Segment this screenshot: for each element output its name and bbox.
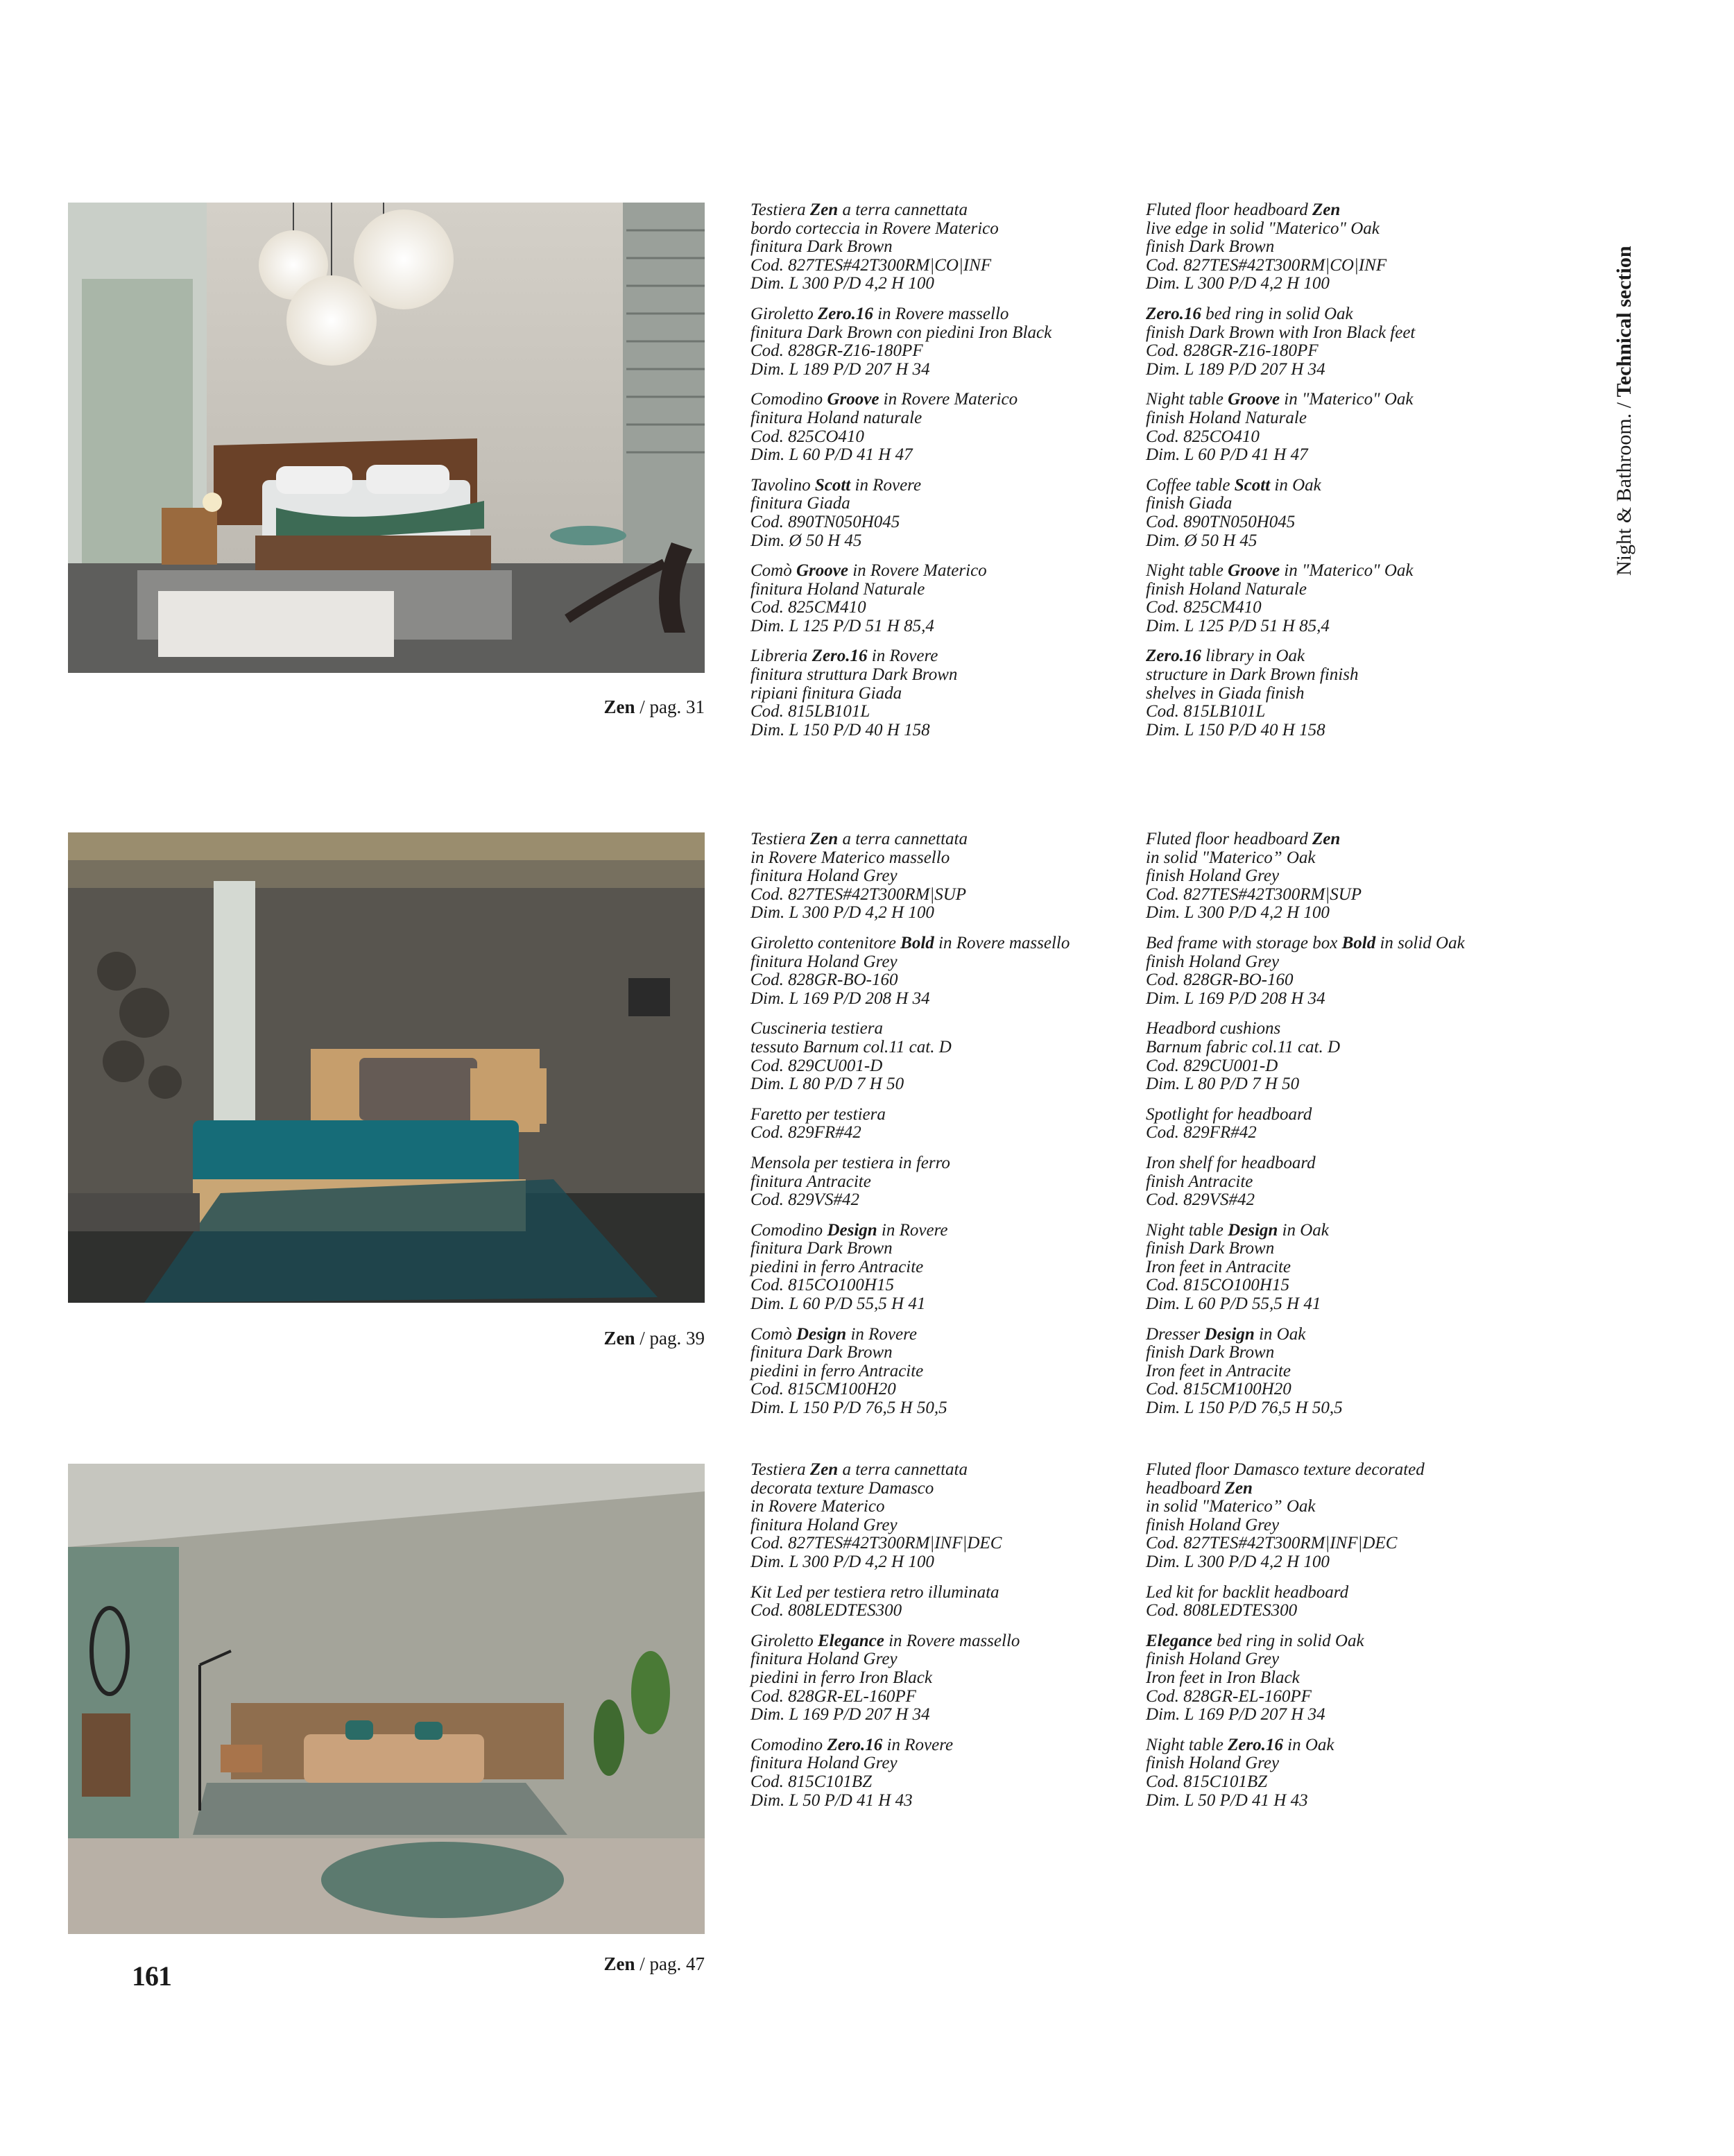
caption-page-ref: pag. 39 [649, 1328, 705, 1349]
caption-separator: / [635, 1328, 650, 1349]
section-side-label [1604, 201, 1645, 576]
spec-item [750, 477, 1139, 550]
spec-code: Cod. 829FR#42 [750, 1123, 861, 1143]
spec-line: finitura Dark Brown [750, 1239, 893, 1258]
spec-code: Cod. 829VS#42 [750, 1190, 859, 1210]
spec-line: finish Holand Naturale [1146, 408, 1307, 427]
spec-suffix: in Rovere massello [884, 1631, 1020, 1650]
caption-model-name: Zen [603, 696, 635, 717]
spec-code: Cod. 815CM100H20 [750, 1380, 896, 1399]
spec-code: Cod. 829CU001-D [1146, 1056, 1278, 1075]
spec-suffix: in solid Oak [1375, 933, 1465, 952]
spec-item [750, 1020, 1139, 1093]
spec-title: Spotlight for headboard [1146, 1104, 1312, 1124]
spec-suffix: bed ring in solid Oak [1201, 304, 1353, 323]
spec-prefix: headboard [1146, 1478, 1225, 1498]
spec-item [750, 830, 1139, 923]
spec-prefix: Dresser [1146, 1324, 1205, 1344]
spec-code: Cod. 825CM410 [750, 598, 866, 617]
spec-title: Headbord cushions [1146, 1019, 1281, 1038]
spec-code: Cod. 827TES#42T300RM|SUP [750, 884, 967, 904]
bedroom-photo-3-illustration [68, 1464, 705, 1934]
spec-line: structure in Dark Brown finish [1146, 665, 1359, 685]
spec-code: Cod. 828GR-Z16-180PF [750, 341, 923, 361]
spec-item [1146, 391, 1534, 464]
spec-suffix: in Rovere [882, 1735, 954, 1754]
spec-model: Elegance [818, 1631, 884, 1650]
caption-separator: / [635, 696, 650, 717]
spec-model: Zen [809, 1460, 839, 1479]
spec-line: in solid "Materico” Oak [1146, 1497, 1316, 1516]
spec-item [1146, 1584, 1534, 1620]
spec-suffix: in Rovere [850, 475, 922, 495]
spec-line: finitura Holand Grey [750, 1515, 898, 1534]
spec-dimensions: Dim. L 169 P/D 207 H 34 [1146, 1705, 1325, 1725]
spec-line: finish Holand Grey [1146, 1650, 1280, 1669]
spec-item [1146, 1106, 1534, 1143]
photo-caption [416, 1953, 705, 1974]
spec-prefix: Testiera [750, 830, 810, 848]
spec-model: Zen [1312, 200, 1341, 219]
spec-suffix: bed ring in solid Oak [1212, 1631, 1364, 1650]
spec-code: Cod. 815CM100H20 [1146, 1380, 1291, 1399]
spec-suffix: a terra cannettata [838, 1460, 968, 1479]
spec-title: Kit Led per testiera retro illuminata [750, 1582, 999, 1602]
spec-line: piedini in ferro Iron Black [750, 1668, 932, 1687]
spec-model: Zero.16 [827, 1735, 883, 1754]
spec-model: Zen [809, 830, 839, 848]
spec-item [1146, 1632, 1534, 1725]
spec-line: finitura Dark Brown con piedini Iron Black [750, 323, 1052, 342]
spec-title: Led kit for backlit headboard [1146, 1582, 1349, 1602]
spec-prefix: Comodino [750, 1735, 827, 1754]
spec-line: finish Dark Brown [1146, 1239, 1275, 1258]
caption-model-name: Zen [603, 1328, 635, 1349]
spec-item [750, 201, 1139, 293]
spec-dimensions: Dim. L 150 P/D 76,5 H 50,5 [750, 1398, 947, 1418]
spec-item [1146, 477, 1534, 550]
spec-item [750, 1154, 1139, 1210]
spec-item [1146, 1222, 1534, 1314]
spec-title: Mensola per testiera in ferro [750, 1153, 950, 1172]
spec-suffix: in "Materico" Oak [1280, 390, 1414, 409]
spec-model: Zero.16 [1228, 1735, 1283, 1754]
spec-line: finish Holand Naturale [1146, 579, 1307, 599]
spec-model: Bold [900, 933, 934, 952]
spec-item [1146, 1461, 1534, 1572]
spec-line: finitura Dark Brown [750, 237, 893, 257]
spec-code: Cod. 827TES#42T300RM|CO|INF [750, 255, 992, 275]
spec-code: Cod. 827TES#42T300RM|CO|INF [1146, 255, 1387, 275]
spec-suffix: in "Materico" Oak [1280, 561, 1414, 581]
spec-code: Cod. 828GR-BO-160 [750, 970, 898, 990]
spec-suffix: a terra cannettata [838, 200, 968, 219]
spec-dimensions: Dim. L 169 P/D 208 H 34 [750, 989, 930, 1008]
spec-line: Iron feet in Antracite [1146, 1361, 1291, 1380]
spec-line: finitura Giada [750, 494, 850, 513]
spec-model: Groove [1228, 561, 1280, 581]
spec-dimensions: Dim. L 169 P/D 208 H 34 [1146, 989, 1325, 1008]
spec-code: Cod. 828GR-BO-160 [1146, 970, 1294, 990]
spec-suffix: in Rovere [846, 1324, 918, 1344]
spec-code: Cod. 829VS#42 [1146, 1190, 1255, 1210]
spec-line: finitura Antracite [750, 1172, 871, 1191]
spec-item [1146, 1326, 1534, 1418]
spec-code: Cod. 815C101BZ [750, 1772, 873, 1791]
spec-line: bordo corteccia in Rovere Materico [750, 219, 999, 238]
spec-dimensions: Dim. Ø 50 H 45 [1146, 531, 1257, 550]
spec-prefix: Libreria [750, 647, 812, 666]
spec-line: finitura Holand Grey [750, 1650, 898, 1669]
spec-item [750, 391, 1139, 464]
spec-item [750, 934, 1139, 1008]
spec-code: Cod. 825CO410 [1146, 427, 1260, 446]
spec-prefix: Coffee table [1146, 475, 1235, 495]
spec-item [1146, 830, 1534, 923]
italian-spec-column [750, 1461, 1139, 1822]
spec-item [750, 1106, 1139, 1143]
spec-suffix: in Rovere [867, 647, 938, 666]
spec-line: finish Holand Grey [1146, 952, 1280, 971]
spec-line: tessuto Barnum col.11 cat. D [750, 1037, 952, 1056]
spec-line: piedini in ferro Antracite [750, 1361, 924, 1380]
spec-code: Cod. 825CO410 [750, 427, 864, 446]
spec-prefix: Fluted floor headboard [1146, 200, 1313, 219]
spec-title: Cuscineria testiera [750, 1019, 883, 1038]
spec-prefix: Night table [1146, 390, 1228, 409]
spec-item [1146, 562, 1534, 635]
spec-dimensions: Dim. L 300 P/D 4,2 H 100 [1146, 1552, 1330, 1571]
spec-code: Cod. 815CO100H15 [1146, 1276, 1289, 1295]
spec-model: Groove [796, 561, 848, 581]
spec-line: shelves in Giada finish [1146, 683, 1305, 703]
spec-suffix: in Oak [1270, 475, 1321, 495]
spec-line: Iron feet in Antracite [1146, 1257, 1291, 1276]
spec-line: decorata texture Damasco [750, 1478, 934, 1498]
spec-prefix: Tavolino [750, 475, 815, 495]
spec-suffix: in Rovere massello [873, 304, 1009, 323]
spec-dimensions: Dim. L 50 P/D 41 H 43 [1146, 1790, 1308, 1810]
spec-dimensions: Dim. Ø 50 H 45 [750, 531, 862, 550]
bedroom-photo-holand-grey [68, 832, 705, 1303]
spec-prefix: Comò [750, 1324, 796, 1344]
spec-model: Zero.16 [812, 647, 868, 666]
spec-model: Scott [814, 475, 851, 495]
spec-code: Cod. 827TES#42T300RM|INF|DEC [1146, 1534, 1398, 1553]
spec-item [750, 1736, 1139, 1810]
english-spec-column [1146, 201, 1534, 751]
spec-dimensions: Dim. L 300 P/D 4,2 H 100 [1146, 274, 1330, 293]
photo-caption [416, 696, 705, 717]
spec-model: Elegance [1146, 1631, 1212, 1650]
spec-dimensions: Dim. L 300 P/D 4,2 H 100 [1146, 903, 1330, 923]
spec-model: Groove [1228, 390, 1280, 409]
spec-code: Cod. 827TES#42T300RM|INF|DEC [750, 1534, 1002, 1553]
spec-dimensions: Dim. L 60 P/D 55,5 H 41 [750, 1294, 926, 1314]
spec-model: Scott [1234, 475, 1271, 495]
spec-suffix: library in Oak [1201, 647, 1305, 666]
english-spec-column [1146, 830, 1534, 1430]
spec-suffix: in Oak [1282, 1735, 1334, 1754]
spec-code: Cod. 808LEDTES300 [1146, 1601, 1298, 1620]
bedroom-photo-damasco [68, 1464, 705, 1934]
spec-dimensions: Dim. L 300 P/D 4,2 H 100 [750, 1552, 934, 1571]
spec-line: live edge in solid "Materico" Oak [1146, 219, 1380, 238]
spec-prefix: Comodino [750, 390, 827, 409]
spec-dimensions: Dim. L 125 P/D 51 H 85,4 [1146, 616, 1330, 635]
spec-code: Cod. 890TN050H045 [1146, 512, 1296, 531]
spec-prefix: Giroletto contenitore [750, 933, 901, 952]
spec-suffix: in Oak [1254, 1324, 1306, 1344]
spec-line-with-model [1146, 1480, 1534, 1498]
spec-prefix: Comò [750, 561, 796, 581]
spec-line: piedini in ferro Antracite [750, 1257, 924, 1276]
spec-prefix: Giroletto [750, 304, 818, 323]
spec-code: Cod. 829CU001-D [750, 1056, 883, 1075]
spec-line: Iron feet in Iron Black [1146, 1668, 1300, 1687]
spec-item [1146, 305, 1534, 379]
spec-suffix: in Rovere Materico [848, 561, 987, 581]
side-label-text [1604, 201, 1645, 576]
spec-item [750, 1326, 1139, 1418]
spec-prefix: Night table [1146, 1220, 1228, 1240]
spec-dimensions: Dim. L 50 P/D 41 H 43 [750, 1790, 913, 1810]
spec-model: Zero.16 [1146, 304, 1201, 323]
spec-code: Cod. 815CO100H15 [750, 1276, 894, 1295]
spec-line: finitura Holand Grey [750, 1754, 898, 1773]
spec-line: finitura Holand Naturale [750, 579, 925, 599]
spec-item [1146, 1154, 1534, 1210]
spec-dimensions: Dim. L 150 P/D 76,5 H 50,5 [1146, 1398, 1343, 1418]
spec-model: Zen [1224, 1478, 1253, 1498]
italian-spec-column [750, 201, 1139, 751]
spec-dimensions: Dim. L 300 P/D 4,2 H 100 [750, 274, 934, 293]
spec-dimensions: Dim. L 189 P/D 207 H 34 [750, 359, 930, 379]
spec-item [750, 1584, 1139, 1620]
spec-line: finitura Holand naturale [750, 408, 922, 427]
page-number: 161 [132, 1960, 171, 1992]
spec-item [750, 1461, 1139, 1572]
spec-item [750, 1632, 1139, 1725]
spec-line: Barnum fabric col.11 cat. D [1146, 1037, 1341, 1056]
spec-code: Cod. 828GR-Z16-180PF [1146, 341, 1319, 361]
spec-suffix: a terra cannettata [838, 830, 968, 848]
spec-prefix: Bed frame with storage box [1146, 933, 1342, 952]
spec-line: finish Giada [1146, 494, 1233, 513]
spec-code: Cod. 829FR#42 [1146, 1123, 1257, 1143]
bedroom-photo-dark-brown [68, 203, 705, 673]
spec-dimensions: Dim. L 60 P/D 41 H 47 [1146, 445, 1308, 465]
caption-model-name: Zen [603, 1953, 635, 1974]
spec-code: Cod. 890TN050H045 [750, 512, 900, 531]
spec-title: Fluted floor Damasco texture decorated [1146, 1460, 1425, 1479]
spec-line: finitura Holand Grey [750, 952, 898, 971]
photo-caption [416, 1328, 705, 1349]
spec-line: finish Antracite [1146, 1172, 1253, 1191]
spec-suffix: in Rovere Materico [879, 390, 1018, 409]
spec-code: Cod. 815C101BZ [1146, 1772, 1268, 1791]
spec-code: Cod. 828GR-EL-160PF [1146, 1686, 1312, 1706]
spec-line: finish Holand Grey [1146, 1515, 1280, 1534]
bedroom-photo-1-illustration [68, 203, 705, 673]
spec-line: finitura Holand Grey [750, 866, 898, 886]
caption-page-ref: pag. 31 [649, 696, 705, 717]
spec-dimensions: Dim. L 80 P/D 7 H 50 [750, 1075, 904, 1094]
spec-prefix: Giroletto [750, 1631, 818, 1650]
spec-dimensions: Dim. L 169 P/D 207 H 34 [750, 1705, 930, 1725]
spec-model: Zero.16 [1146, 647, 1201, 666]
spec-line: finish Dark Brown [1146, 237, 1275, 257]
spec-model: Zen [809, 200, 839, 219]
spec-model: Bold [1341, 933, 1376, 952]
spec-title: Iron shelf for headboard [1146, 1153, 1316, 1172]
spec-dimensions: Dim. L 150 P/D 40 H 158 [1146, 720, 1325, 739]
spec-prefix: Night table [1146, 1735, 1228, 1754]
spec-prefix: Night table [1146, 561, 1228, 581]
spec-item [1146, 201, 1534, 293]
side-label-separator: / [1613, 397, 1636, 413]
spec-code: Cod. 827TES#42T300RM|SUP [1146, 884, 1362, 904]
spec-model: Design [827, 1220, 877, 1240]
spec-title: Faretto per testiera [750, 1104, 886, 1124]
spec-code: Cod. 825CM410 [1146, 598, 1262, 617]
spec-model: Zen [1312, 830, 1341, 848]
spec-suffix: in Rovere [877, 1220, 948, 1240]
spec-line: in Rovere Materico [750, 1497, 885, 1516]
spec-dimensions: Dim. L 60 P/D 55,5 H 41 [1146, 1294, 1321, 1314]
spec-dimensions: Dim. L 125 P/D 51 H 85,4 [750, 616, 934, 635]
spec-dimensions: Dim. L 150 P/D 40 H 158 [750, 720, 930, 739]
spec-dimensions: Dim. L 60 P/D 41 H 47 [750, 445, 913, 465]
spec-prefix: Testiera [750, 1460, 810, 1479]
spec-line: in Rovere Materico massello [750, 848, 950, 867]
spec-code: Cod. 828GR-EL-160PF [750, 1686, 916, 1706]
spec-code: Cod. 808LEDTES300 [750, 1601, 902, 1620]
spec-suffix: in Oak [1278, 1220, 1329, 1240]
spec-line: ripiani finitura Giada [750, 683, 902, 703]
spec-prefix: Comodino [750, 1220, 827, 1240]
spec-line: finish Holand Grey [1146, 1754, 1280, 1773]
spec-prefix: Fluted floor headboard [1146, 830, 1313, 848]
spec-dimensions: Dim. L 80 P/D 7 H 50 [1146, 1075, 1300, 1094]
spec-dimensions: Dim. L 189 P/D 207 H 34 [1146, 359, 1325, 379]
spec-item [1146, 1020, 1534, 1093]
spec-item [1146, 647, 1534, 739]
spec-item [1146, 934, 1534, 1008]
spec-item [750, 562, 1139, 635]
spec-model: Zero.16 [818, 304, 873, 323]
spec-dimensions: Dim. L 300 P/D 4,2 H 100 [750, 903, 934, 923]
side-label-section: Technical section [1613, 246, 1636, 397]
spec-line: finitura struttura Dark Brown [750, 665, 958, 685]
spec-line: in solid "Materico” Oak [1146, 848, 1316, 867]
spec-suffix: in Rovere massello [934, 933, 1070, 952]
spec-model: Design [796, 1324, 847, 1344]
spec-line: finish Dark Brown with Iron Black feet [1146, 323, 1416, 342]
bedroom-photo-2-illustration [68, 832, 705, 1303]
spec-item [750, 647, 1139, 739]
spec-code: Cod. 815LB101L [1146, 702, 1266, 721]
caption-separator: / [635, 1953, 650, 1974]
side-label-category: Night & Bathroom. [1613, 413, 1636, 576]
spec-line: finish Holand Grey [1146, 866, 1280, 886]
spec-prefix: Testiera [750, 200, 810, 219]
spec-code: Cod. 815LB101L [750, 702, 870, 721]
spec-item [1146, 1736, 1534, 1810]
spec-item [750, 305, 1139, 379]
english-spec-column [1146, 1461, 1534, 1822]
spec-model: Design [1228, 1220, 1278, 1240]
spec-item [750, 1222, 1139, 1314]
spec-line: finish Dark Brown [1146, 1343, 1275, 1362]
italian-spec-column [750, 830, 1139, 1430]
spec-model: Groove [827, 390, 879, 409]
caption-page-ref: pag. 47 [649, 1953, 705, 1974]
spec-line: finitura Dark Brown [750, 1343, 893, 1362]
spec-model: Design [1204, 1324, 1255, 1344]
